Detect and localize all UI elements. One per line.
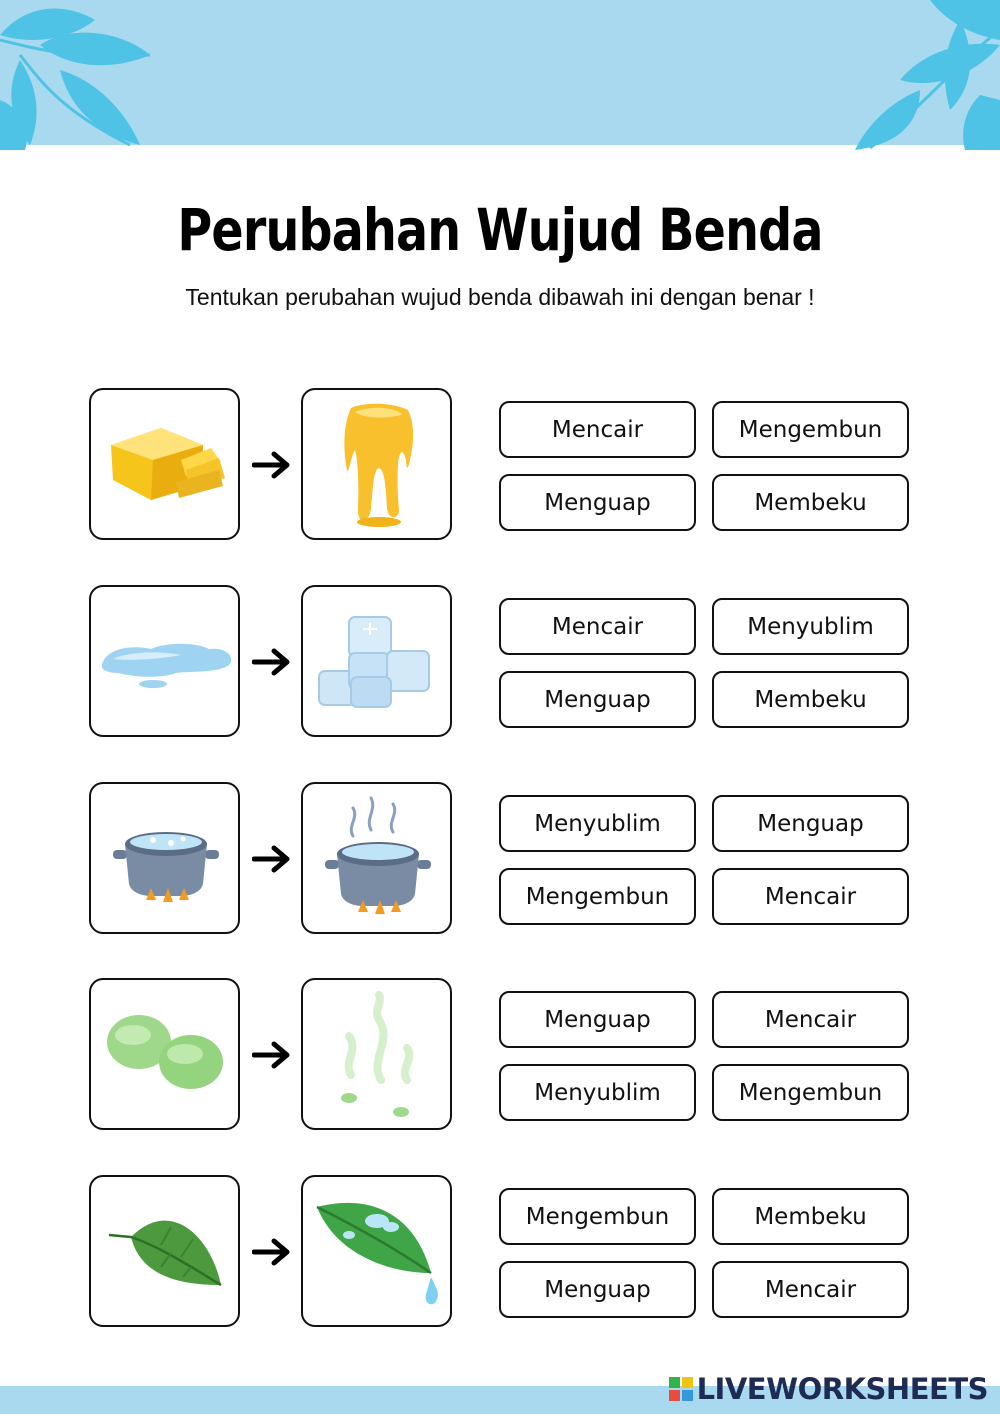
question-row-4	[89, 978, 919, 1133]
answer-option-mencair[interactable]: Mencair	[712, 1261, 909, 1318]
image-box-after	[301, 1175, 452, 1327]
answer-option-mengembun[interactable]: Mengembun	[499, 1188, 696, 1245]
answer-option-menyublim[interactable]: Menyublim	[712, 598, 909, 655]
answer-option-menguap[interactable]: Menguap	[499, 991, 696, 1048]
answer-option-mencair[interactable]: Mencair	[499, 401, 696, 458]
answer-option-menyublim[interactable]: Menyublim	[499, 795, 696, 852]
answer-option-menguap[interactable]: Menguap	[499, 474, 696, 531]
leaves-decoration-right-icon	[850, 0, 1000, 150]
answer-option-menyublim[interactable]: Menyublim	[499, 1064, 696, 1121]
answer-option-menguap[interactable]: Menguap	[499, 1261, 696, 1318]
image-box-before	[89, 388, 240, 540]
camphor-vapor-icon	[303, 980, 452, 1130]
question-row-1	[89, 388, 919, 543]
steaming-pot-icon	[303, 784, 452, 934]
arrow-right-icon	[252, 1040, 292, 1070]
answer-option-membeku[interactable]: Membeku	[712, 1188, 909, 1245]
answer-option-mengembun[interactable]: Mengembun	[499, 868, 696, 925]
melted-butter-icon	[303, 390, 452, 540]
answer-option-mencair[interactable]: Mencair	[712, 991, 909, 1048]
boiling-pot-icon	[91, 784, 240, 934]
leaves-decoration-left-icon	[0, 0, 160, 150]
ice-cubes-icon	[303, 587, 452, 737]
question-row-3	[89, 782, 919, 937]
image-box-before	[89, 782, 240, 934]
water-puddle-icon	[91, 587, 240, 737]
arrow-right-icon	[252, 1237, 292, 1267]
arrow-right-icon	[252, 450, 292, 480]
brand-name: LIVEWORKSHEETS	[696, 1372, 988, 1406]
dewy-leaf-icon	[303, 1177, 452, 1327]
arrow-right-icon	[252, 844, 292, 874]
image-box-after	[301, 585, 452, 737]
answer-option-membeku[interactable]: Membeku	[712, 671, 909, 728]
question-row-2	[89, 585, 919, 740]
answer-option-mencair[interactable]: Mencair	[712, 868, 909, 925]
answer-option-membeku[interactable]: Membeku	[712, 474, 909, 531]
image-box-before	[89, 978, 240, 1130]
answer-option-menguap[interactable]: Menguap	[712, 795, 909, 852]
answer-option-mengembun[interactable]: Mengembun	[712, 1064, 909, 1121]
answer-option-mencair[interactable]: Mencair	[499, 598, 696, 655]
image-box-before	[89, 585, 240, 737]
liveworksheets-logo-icon	[669, 1377, 693, 1401]
dry-leaf-icon	[91, 1177, 240, 1327]
answer-option-mengembun[interactable]: Mengembun	[712, 401, 909, 458]
page-title: Perubahan Wujud Benda	[177, 196, 823, 264]
liveworksheets-brand[interactable]	[669, 1372, 988, 1406]
image-box-after	[301, 388, 452, 540]
image-box-after	[301, 978, 452, 1130]
image-box-before	[89, 1175, 240, 1327]
arrow-right-icon	[252, 647, 292, 677]
camphor-balls-icon	[91, 980, 240, 1130]
question-row-5	[89, 1175, 919, 1330]
instruction-text: Tentukan perubahan wujud benda dibawah ini dengan benar !	[185, 284, 815, 310]
butter-block-icon	[91, 390, 240, 540]
answer-option-menguap[interactable]: Menguap	[499, 671, 696, 728]
image-box-after	[301, 782, 452, 934]
